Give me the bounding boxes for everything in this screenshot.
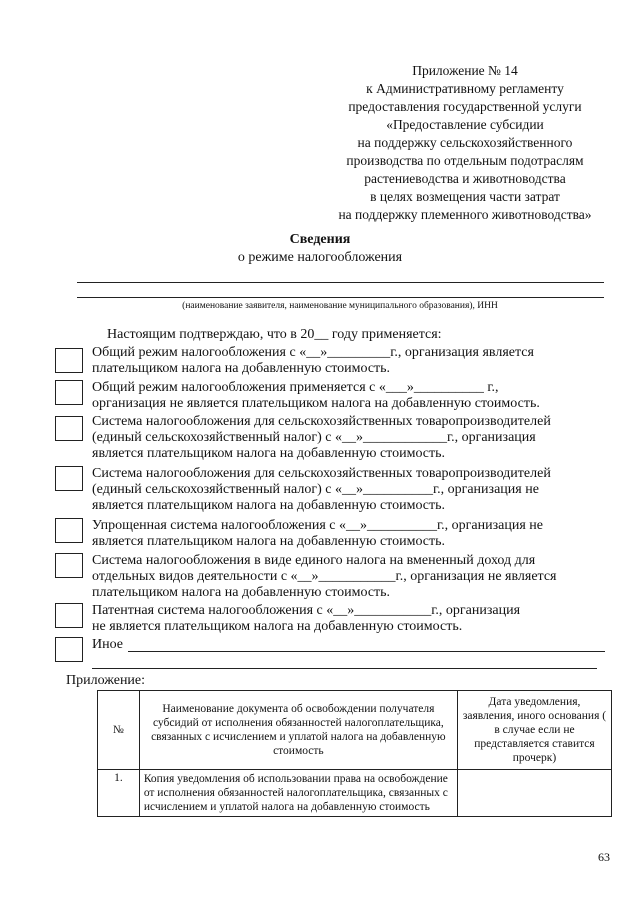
option-line: плательщиком налога на добавленную стоимость.	[92, 585, 391, 600]
option-line: Система налогообложения для сельскохозяйственных товаропроизводителей	[92, 466, 551, 481]
header-line: в целях возмещения части затрат	[370, 189, 560, 204]
other-input-line[interactable]	[128, 651, 605, 652]
option-7	[92, 603, 612, 635]
checkbox-option-4[interactable]	[55, 466, 83, 491]
header-line: предоставления государственной услуги	[348, 99, 582, 114]
checkbox-option-1[interactable]	[55, 348, 83, 373]
appendix-header	[300, 62, 630, 224]
table-row	[98, 770, 612, 817]
checkbox-option-2[interactable]	[55, 380, 83, 405]
header-line: к Административному регламенту	[366, 81, 564, 96]
header-line: на поддержку племенного животноводства»	[338, 207, 592, 222]
option-5	[92, 518, 612, 550]
applicant-caption: (наименование заявителя, наименование муниципального образования), ИНН	[182, 301, 498, 311]
option-6	[92, 553, 612, 601]
option-line: Система налогообложения в виде единого налога на вмененный доход для	[92, 553, 536, 568]
checkbox-option-other[interactable]	[55, 637, 83, 662]
header-line: на поддержку сельскохозяйственного	[357, 135, 573, 150]
applicant-line-2[interactable]	[77, 297, 604, 298]
option-line: является плательщиком налога на добавленную стоимость.	[92, 446, 446, 461]
row-num: 1.	[98, 770, 140, 817]
table-header-row	[98, 691, 612, 770]
option-line: (единый сельскохозяйственный налог) с «__»____________г., организация	[92, 430, 536, 445]
header-line: Приложение № 14	[412, 63, 518, 78]
option-line: Патентная система налогообложения с «__»___________г., организация	[92, 603, 521, 618]
other-input-line-2[interactable]	[92, 668, 597, 669]
applicant-line-1[interactable]	[77, 282, 604, 283]
option-line: отдельных видов деятельности с «__»___________г., организация не является	[92, 569, 557, 584]
header-line: производства по отдельным подотраслям	[346, 153, 584, 168]
header-line: «Предоставление субсидии	[386, 117, 544, 132]
option-line: Иное	[92, 637, 123, 652]
option-line: (единый сельскохозяйственный налог) с «__»__________г., организация не	[92, 482, 539, 497]
page-number: 63	[598, 850, 610, 864]
header-line: растениеводства и животноводства	[364, 171, 566, 186]
option-line: плательщиком налога на добавленную стоимость.	[92, 361, 391, 376]
option-line: организация не является плательщиком налога на добавленную стоимость.	[92, 396, 540, 411]
document-title: Сведения	[289, 232, 351, 247]
option-3	[92, 414, 612, 462]
option-line: не является плательщиком налога на добавленную стоимость.	[92, 619, 463, 634]
intro-text: Настоящим подтверждаю, что в 20__ году применяется:	[107, 327, 442, 342]
option-line: Система налогообложения для сельскохозяйственных товаропроизводителей	[92, 414, 551, 429]
row-document-name: Копия уведомления об использовании права на освобождение от исполнения обязанностей налогоплательщика, связанных с исчислением и уплатой налога на добавленную стоимость	[139, 770, 457, 817]
header-num: №	[98, 691, 140, 770]
option-line: Упрощенная система налогообложения с «__»__________г., организация не	[92, 518, 543, 533]
checkbox-option-7[interactable]	[55, 603, 83, 628]
option-line: является плательщиком налога на добавленную стоимость.	[92, 534, 446, 549]
option-1	[92, 345, 612, 377]
checkbox-option-3[interactable]	[55, 416, 83, 441]
header-date: Дата уведомления, заявления, иного основания ( в случае если не представляется ставится прочерк)	[457, 691, 611, 770]
option-2	[92, 380, 612, 412]
option-line: Общий режим налогообложения с «__»_________г., организация является	[92, 345, 534, 360]
row-date[interactable]	[457, 770, 611, 817]
option-4	[92, 466, 612, 514]
option-line: Общий режим налогообложения применяется с «___»__________ г.,	[92, 380, 499, 395]
appendix-label: Приложение:	[66, 673, 146, 688]
option-line: является плательщиком налога на добавленную стоимость.	[92, 498, 446, 513]
header-document-name: Наименование документа об освобождении получателя субсидий от исполнения обязанностей налогоплательщика, связанных с исчислением и уплатой налога на добавленную стоимость	[139, 691, 457, 770]
document-subtitle: о режиме налогообложения	[237, 250, 403, 265]
checkbox-option-6[interactable]	[55, 553, 83, 578]
checkbox-option-5[interactable]	[55, 518, 83, 543]
appendix-table	[97, 690, 612, 817]
